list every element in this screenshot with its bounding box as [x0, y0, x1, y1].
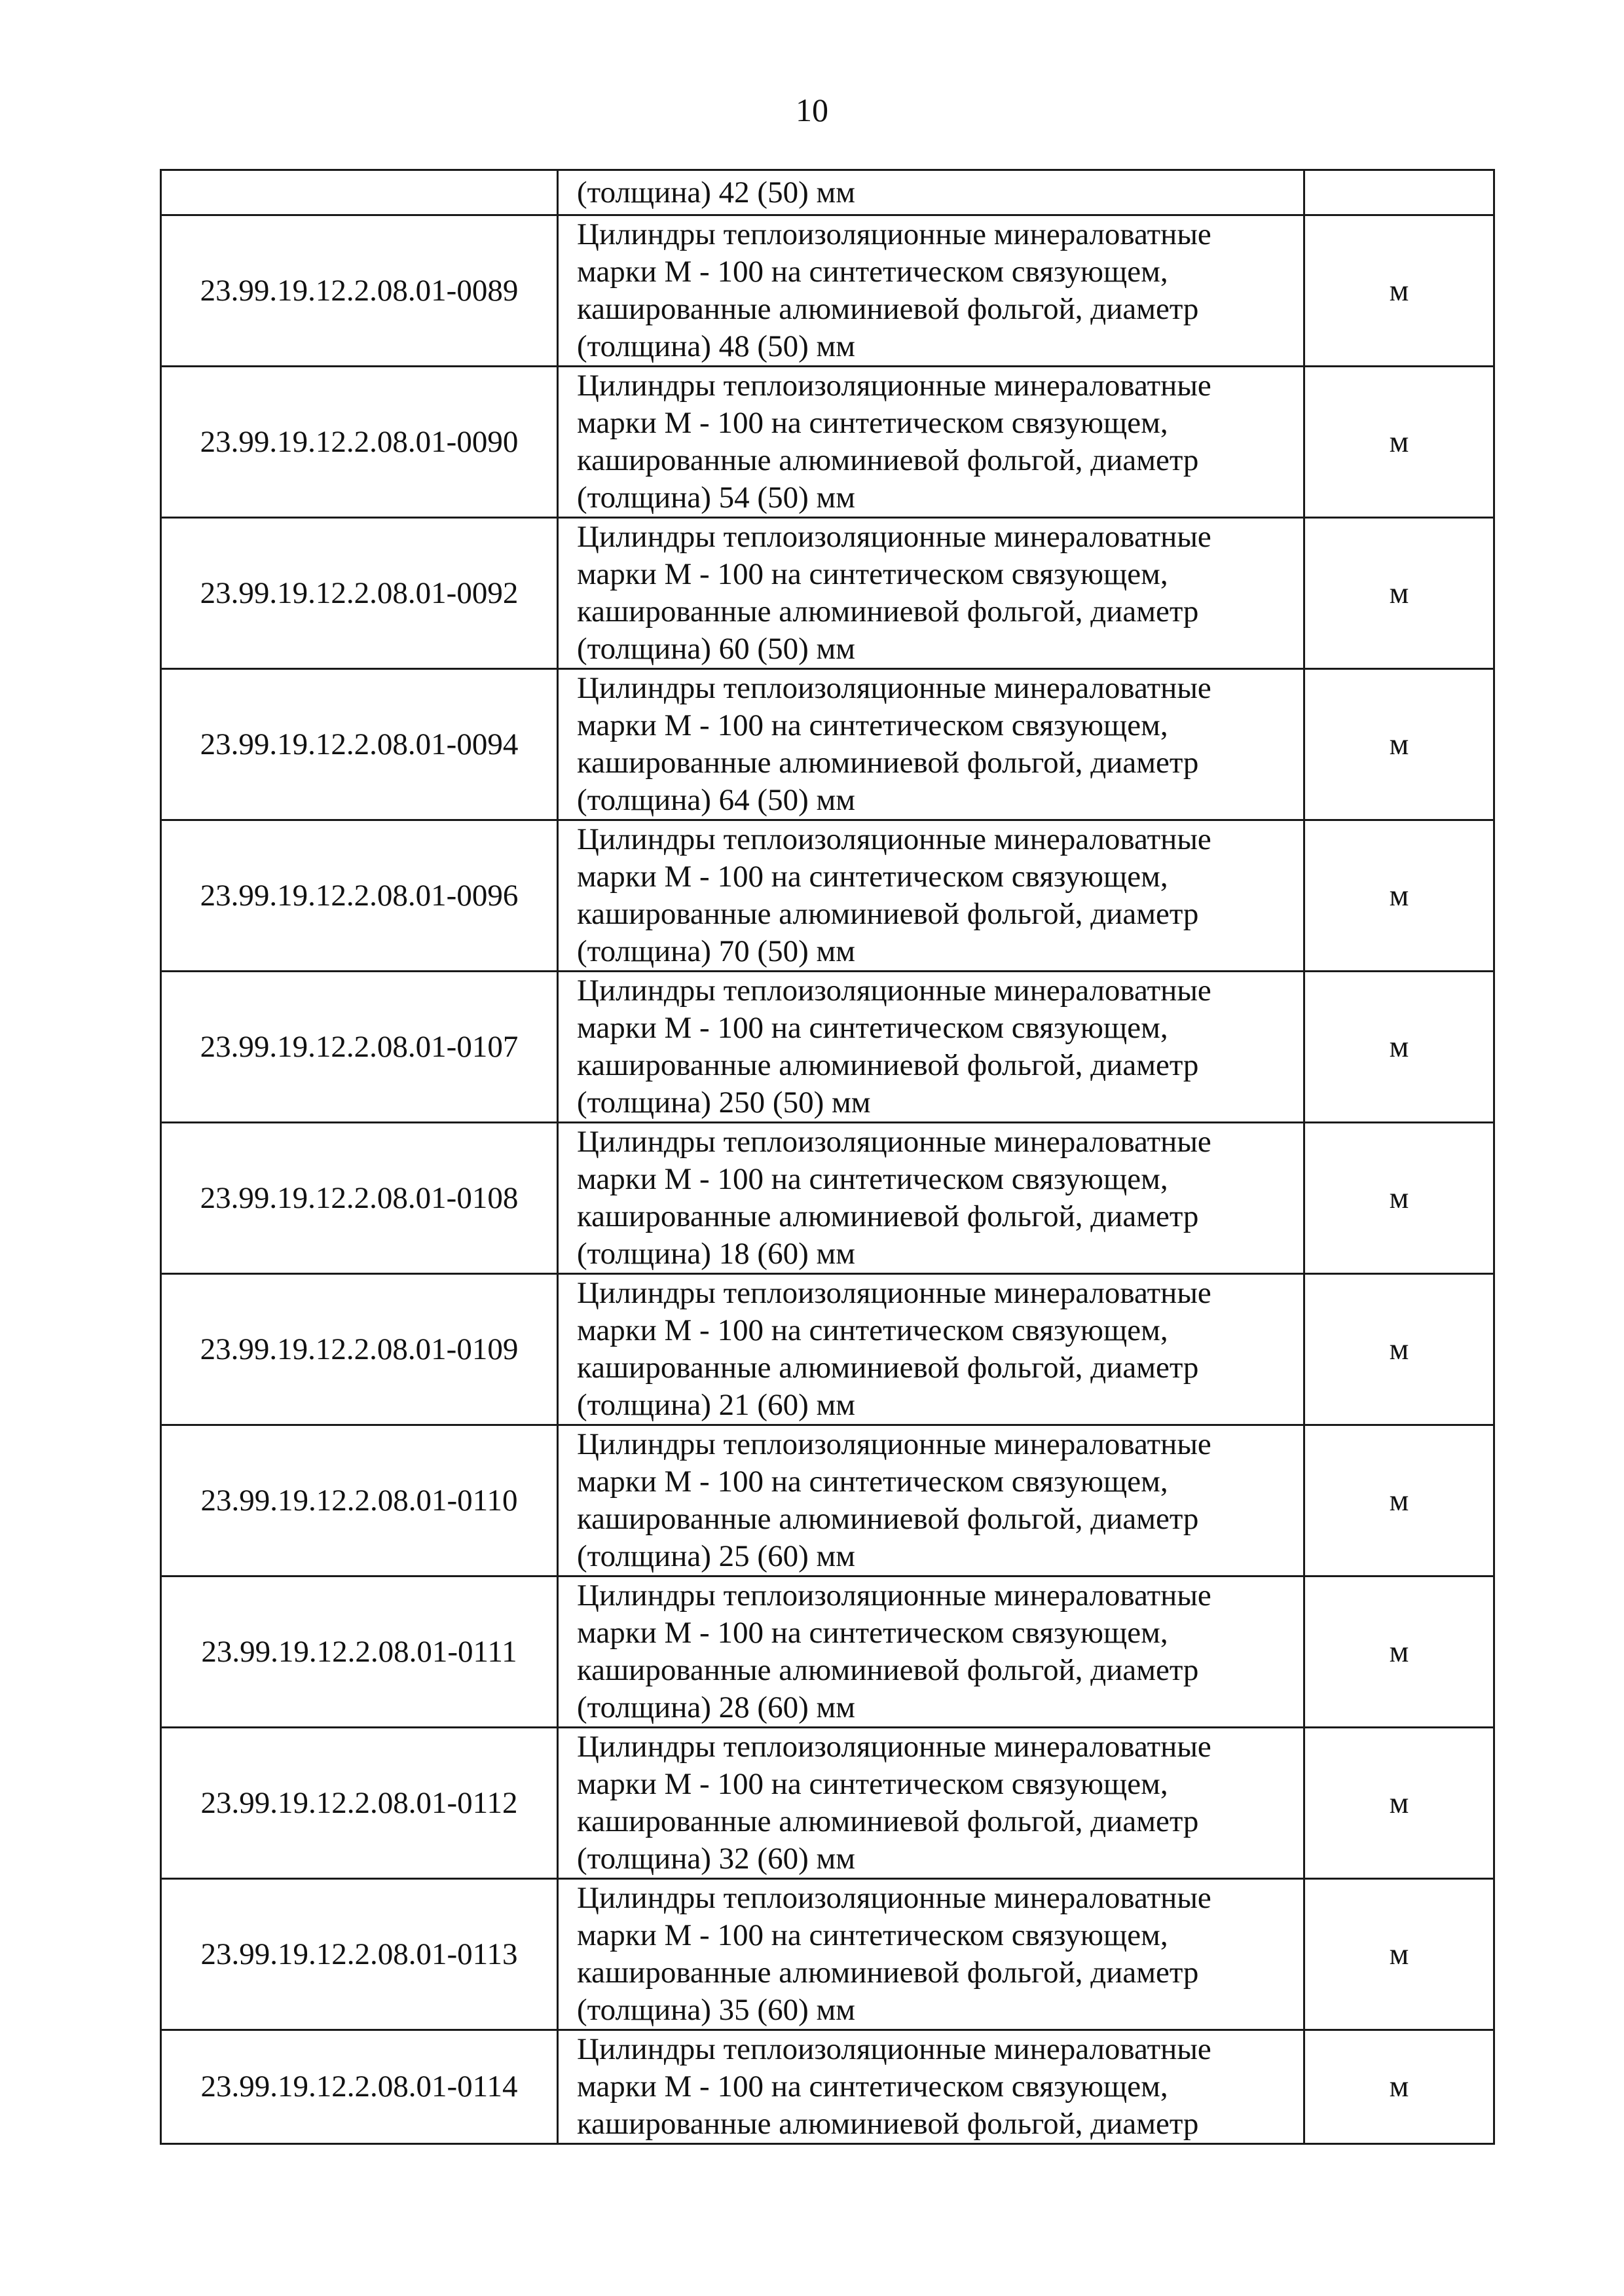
unit-cell: м — [1304, 367, 1494, 518]
name-cell — [558, 1728, 1304, 1879]
table-row — [161, 1425, 1494, 1576]
code-cell — [161, 170, 558, 215]
materials-table — [160, 169, 1495, 2145]
name-line: (толщина) 42 (50) мм — [577, 175, 855, 210]
name-cell — [558, 2030, 1304, 2144]
name-line: кашированные алюминиевой фольгой, диаметр — [577, 594, 1199, 629]
unit-cell: м — [1304, 2030, 1494, 2144]
table-row — [161, 215, 1494, 367]
name-line: кашированные алюминиевой фольгой, диаметр — [577, 2107, 1199, 2141]
unit-cell: м — [1304, 1576, 1494, 1728]
unit-cell: м — [1304, 1728, 1494, 1879]
name-line: кашированные алюминиевой фольгой, диаметр — [577, 1351, 1199, 1385]
code-cell: 23.99.19.12.2.08.01-0089 — [161, 215, 558, 367]
name-line: Цилиндры теплоизоляционные минераловатные — [577, 369, 1211, 403]
name-line: марки М - 100 на синтетическом связующем, — [577, 1616, 1168, 1650]
name-line: кашированные алюминиевой фольгой, диаметр — [577, 1199, 1199, 1233]
name-line: кашированные алюминиевой фольгой, диаметр — [577, 1653, 1199, 1687]
table-row-continuation — [161, 170, 1494, 215]
name-line: (толщина) 32 (60) мм — [577, 1842, 855, 1876]
name-line: кашированные алюминиевой фольгой, диаметр — [577, 443, 1199, 477]
name-cell — [558, 215, 1304, 367]
code-cell: 23.99.19.12.2.08.01-0094 — [161, 669, 558, 820]
page-number: 10 — [796, 92, 828, 128]
name-line: (толщина) 60 (50) мм — [577, 632, 855, 666]
code-cell: 23.99.19.12.2.08.01-0113 — [161, 1879, 558, 2030]
name-line: (толщина) 25 (60) мм — [577, 1539, 855, 1573]
name-line: марки М - 100 на синтетическом связующем, — [577, 1011, 1168, 1045]
name-line: кашированные алюминиевой фольгой, диаметр — [577, 1804, 1199, 1838]
code-cell: 23.99.19.12.2.08.01-0109 — [161, 1274, 558, 1425]
name-line: Цилиндры теплоизоляционные минераловатные — [577, 1881, 1211, 1915]
name-line: Цилиндры теплоизоляционные минераловатные — [577, 1730, 1211, 1764]
table-row — [161, 518, 1494, 669]
table-row — [161, 972, 1494, 1123]
unit-cell: м — [1304, 518, 1494, 669]
name-line: марки М - 100 на синтетическом связующем, — [577, 557, 1168, 591]
name-line: кашированные алюминиевой фольгой, диаметр — [577, 897, 1199, 931]
code-cell: 23.99.19.12.2.08.01-0114 — [161, 2030, 558, 2144]
unit-cell: м — [1304, 972, 1494, 1123]
name-cell — [558, 1123, 1304, 1274]
name-line: марки М - 100 на синтетическом связующем, — [577, 2069, 1168, 2104]
name-line: (толщина) 48 (50) мм — [577, 329, 855, 363]
name-cell — [558, 367, 1304, 518]
unit-cell: м — [1304, 669, 1494, 820]
table-row — [161, 1728, 1494, 1879]
name-line: (толщина) 64 (50) мм — [577, 783, 855, 817]
code-cell: 23.99.19.12.2.08.01-0090 — [161, 367, 558, 518]
name-cell — [558, 1274, 1304, 1425]
name-line: Цилиндры теплоизоляционные минераловатные — [577, 1276, 1211, 1310]
unit-cell: м — [1304, 1123, 1494, 1274]
name-line: кашированные алюминиевой фольгой, диаметр — [577, 1956, 1199, 1990]
unit-cell: м — [1304, 1425, 1494, 1576]
name-line: Цилиндры теплоизоляционные минераловатные — [577, 974, 1211, 1008]
code-cell: 23.99.19.12.2.08.01-0092 — [161, 518, 558, 669]
unit-cell: м — [1304, 1879, 1494, 2030]
name-line: (толщина) 250 (50) мм — [577, 1085, 871, 1120]
name-cell — [558, 518, 1304, 669]
unit-cell — [1304, 170, 1494, 215]
code-cell: 23.99.19.12.2.08.01-0096 — [161, 820, 558, 972]
name-line: марки М - 100 на синтетическом связующем, — [577, 1162, 1168, 1196]
materials-table-body — [161, 170, 1494, 2144]
table-row — [161, 1274, 1494, 1425]
name-line: марки М - 100 на синтетическом связующем, — [577, 708, 1168, 742]
name-line: (толщина) 35 (60) мм — [577, 1993, 855, 2027]
code-cell: 23.99.19.12.2.08.01-0110 — [161, 1425, 558, 1576]
name-line: (толщина) 54 (50) мм — [577, 481, 855, 515]
table-row — [161, 820, 1494, 972]
code-cell: 23.99.19.12.2.08.01-0111 — [161, 1576, 558, 1728]
name-line: (толщина) 28 (60) мм — [577, 1690, 855, 1724]
name-line: Цилиндры теплоизоляционные минераловатные — [577, 2032, 1211, 2066]
name-line: марки М - 100 на синтетическом связующем, — [577, 1767, 1168, 1801]
code-cell: 23.99.19.12.2.08.01-0107 — [161, 972, 558, 1123]
name-line: Цилиндры теплоизоляционные минераловатные — [577, 217, 1211, 251]
name-line: (толщина) 21 (60) мм — [577, 1388, 855, 1422]
name-line: кашированные алюминиевой фольгой, диаметр — [577, 292, 1199, 326]
table-row — [161, 669, 1494, 820]
name-line: (толщина) 18 (60) мм — [577, 1237, 855, 1271]
name-line: Цилиндры теплоизоляционные минераловатные — [577, 1427, 1211, 1461]
name-line: марки М - 100 на синтетическом связующем, — [577, 255, 1168, 289]
name-cell — [558, 170, 1304, 215]
name-line: кашированные алюминиевой фольгой, диаметр — [577, 1502, 1199, 1536]
name-line: кашированные алюминиевой фольгой, диаметр — [577, 1048, 1199, 1082]
name-line: Цилиндры теплоизоляционные минераловатные — [577, 520, 1211, 554]
unit-cell: м — [1304, 1274, 1494, 1425]
name-cell — [558, 1879, 1304, 2030]
table-row — [161, 2030, 1494, 2144]
name-line: марки М - 100 на синтетическом связующем, — [577, 1918, 1168, 1952]
table-row — [161, 1879, 1494, 2030]
name-cell — [558, 820, 1304, 972]
name-line: кашированные алюминиевой фольгой, диаметр — [577, 746, 1199, 780]
unit-cell: м — [1304, 820, 1494, 972]
name-line: Цилиндры теплоизоляционные минераловатные — [577, 1125, 1211, 1159]
name-cell — [558, 669, 1304, 820]
name-line: марки М - 100 на синтетическом связующем, — [577, 1465, 1168, 1499]
name-line: марки М - 100 на синтетическом связующем, — [577, 1313, 1168, 1347]
table-row — [161, 1576, 1494, 1728]
unit-cell: м — [1304, 215, 1494, 367]
name-cell — [558, 972, 1304, 1123]
code-cell: 23.99.19.12.2.08.01-0108 — [161, 1123, 558, 1274]
name-cell — [558, 1425, 1304, 1576]
name-line: марки М - 100 на синтетическом связующем, — [577, 860, 1168, 894]
table-row — [161, 1123, 1494, 1274]
table-row — [161, 367, 1494, 518]
name-cell — [558, 1576, 1304, 1728]
name-line: марки М - 100 на синтетическом связующем, — [577, 406, 1168, 440]
name-line: Цилиндры теплоизоляционные минераловатные — [577, 1578, 1211, 1613]
name-line: Цилиндры теплоизоляционные минераловатные — [577, 671, 1211, 705]
name-line: (толщина) 70 (50) мм — [577, 934, 855, 968]
code-cell: 23.99.19.12.2.08.01-0112 — [161, 1728, 558, 1879]
name-line: Цилиндры теплоизоляционные минераловатные — [577, 822, 1211, 856]
